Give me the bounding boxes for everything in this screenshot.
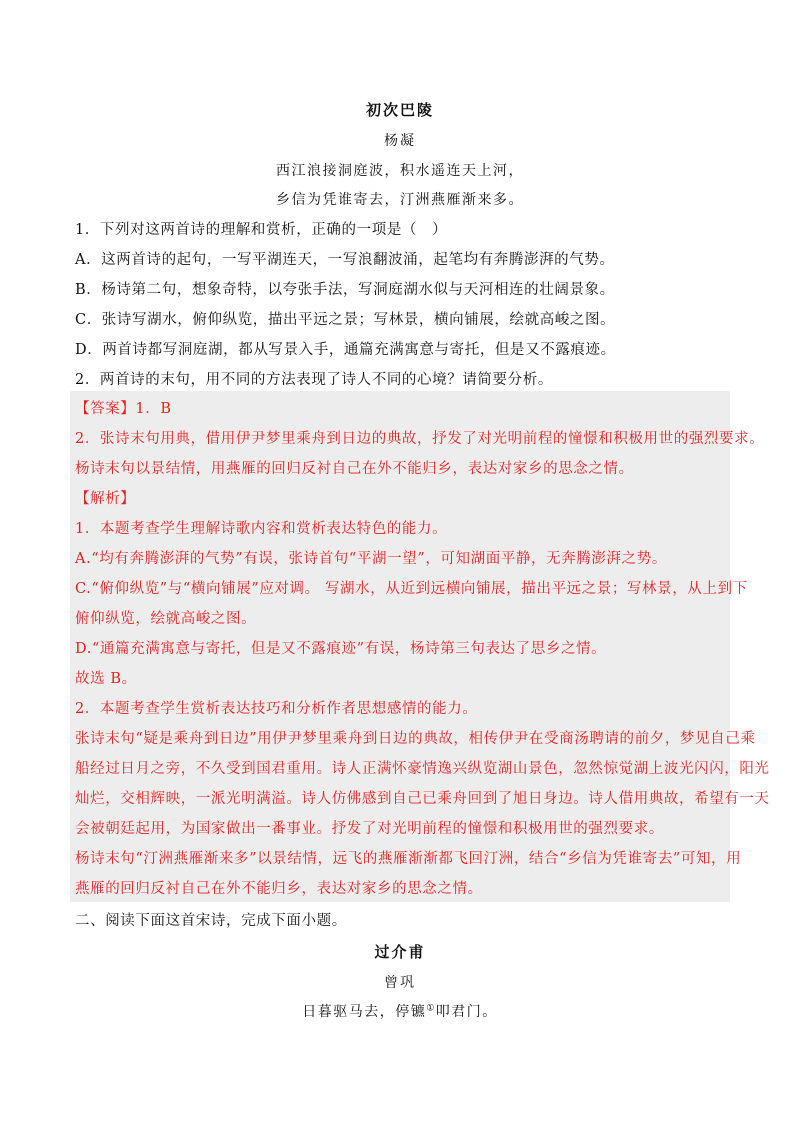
poem2-line-1 [0, 1001, 800, 1021]
question1-option-c: C．张诗写湖水，俯仰纵览，描出平远之景；写林景，横向铺展，绘就高峻之图。 [75, 312, 616, 328]
answer-line: 船经过日月之旁，不久受到国君重用。诗人正满怀豪情逸兴纵览湖山景色，忽然惊觉湖上波光闪闪，阳光 [75, 761, 770, 777]
question1-option-b: B．杨诗第二句，想象奇特，以夸张手法，写洞庭湖水似与天河相连的壮阔景象。 [75, 282, 615, 298]
footnote-marker: ① [426, 1003, 436, 1014]
poem1-title: 初次巴陵 [365, 101, 434, 119]
answer-line: 燕雁的回归反衬自己在外不能归乡，表达对家乡的思念之情。 [75, 881, 483, 897]
poem1-line-1: 西江浪接洞庭波，积水遥连天上河， [276, 163, 524, 179]
section2-intro: 二、阅读下面这首宋诗，完成下面小题。 [75, 913, 347, 929]
answer-line: 【答案】1．B [75, 401, 172, 417]
answer-line: 杨诗末句“汀洲燕雁渐来多”以景结情，远飞的燕雁渐渐都飞回汀洲，结合“乡信为凭谁寄去”可知，用 [75, 851, 742, 867]
question1-option-a: A．这两首诗的起句，一写平湖连天，一写浪翻波涌，起笔均有奔腾澎湃的气势。 [75, 252, 615, 268]
answer-line: 灿烂，交相辉映，一派光明满溢。诗人仿佛感到自己已乘舟回到了旭日身边。诗人借用典故，希望有一天 [75, 791, 770, 807]
answer-line: 俯仰纵览，绘就高峻之图。 [75, 611, 257, 627]
answer-line: C.“俯仰纵览”与“横向铺展”应对调。 写湖水，从近到远横向铺展，描出平远之景；写林景，从上到下 [75, 581, 748, 597]
answer-line: D.“通篇充满寓意与寄托，但是又不露痕迹”有误，杨诗第三句表达了思乡之情。 [75, 641, 607, 657]
question1-option-d: D．两首诗都写洞庭湖，都从写景入手，通篇充满寓意与寄托，但是又不露痕迹。 [75, 342, 616, 358]
answer-line: 2．本题考查学生赏析表达技巧和分析作者思想感情的能力。 [75, 701, 478, 717]
analysis-heading: 【解析】 [75, 491, 136, 507]
poem2-line-end: 叩君门。 [435, 1004, 498, 1020]
answer-line: 故选 B。 [75, 671, 137, 687]
poem2-line-start: 日暮驱马去，停镳 [302, 1004, 427, 1020]
poem1-line-2: 乡信为凭谁寄去，汀洲燕雁渐来多。 [276, 192, 524, 208]
question2-stem: 2．两首诗的末句，用不同的方法表现了诗人不同的心境？请简要分析。 [75, 372, 553, 388]
poem2-author: 曾巩 [384, 975, 416, 991]
answer-line: 会被朝廷起用，为国家做出一番事业。抒发了对光明前程的憧憬和积极用世的强烈要求。 [75, 821, 664, 837]
poem1-author: 杨凝 [384, 133, 416, 149]
answer-line: 1．本题考查学生理解诗歌内容和赏析表达特色的能力。 [75, 521, 448, 537]
answer-line: 杨诗末句以景结情，用燕雁的回归反衬自己在外不能归乡，表达对家乡的思念之情。 [75, 461, 634, 477]
answer-line: 张诗末句“疑是乘舟到日边”用伊尹梦里乘舟到日边的典故，相传伊尹在受商汤聘请的前夕，梦见自己乘 [75, 731, 756, 747]
question1-stem: 1．下列对这两首诗的理解和赏析，正确的一项是（ ） [75, 222, 448, 238]
answer-line: 2．张诗末句用典，借用伊尹梦里乘舟到日边的典故，抒发了对光明前程的憧憬和积极用世的强烈要求。 [75, 431, 765, 447]
answer-line: A.“均有奔腾澎湃的气势”有误，张诗首句“平湖一望”，可知湖面平静，无奔腾澎湃之势。 [75, 551, 667, 567]
poem2-title: 过介甫 [374, 943, 426, 961]
